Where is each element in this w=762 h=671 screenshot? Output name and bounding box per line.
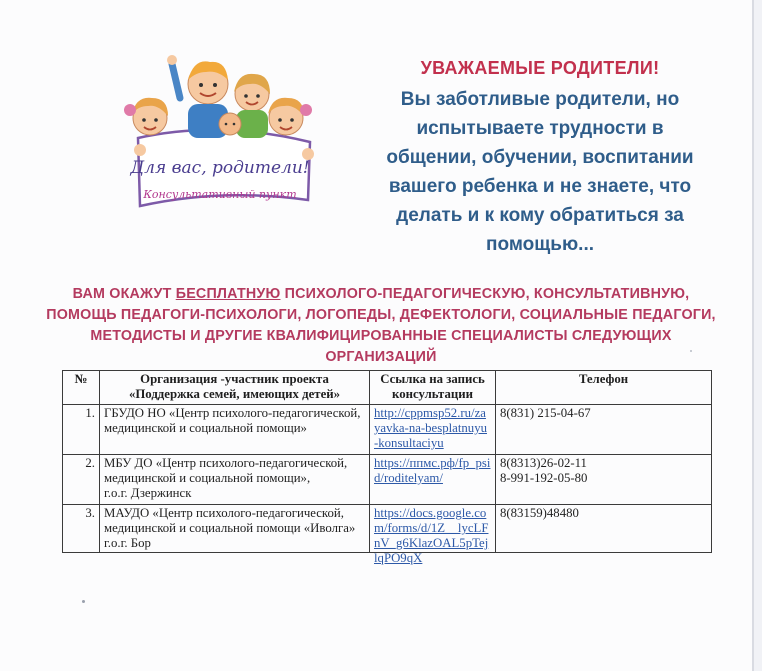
phone-number: 8(83159)48480 <box>500 506 579 520</box>
notice-free-emphasis: БЕСПЛАТНУЮ <box>175 286 281 302</box>
org-line: медицинской и социальной помощи», <box>104 471 311 485</box>
notice-line: ПОМОЩЬ ПЕДАГОГИ-ПСИХОЛОГИ, ЛОГОПЕДЫ, ДЕФЕКТОЛОГИ, СОЦИАЛЬНЫЕ ПЕДАГОГИ, <box>46 307 716 323</box>
header-num: № <box>63 371 100 405</box>
greeting-body <box>360 85 720 259</box>
scan-speck <box>690 350 692 352</box>
notice-line <box>38 284 724 305</box>
row-number: 3. <box>63 505 100 553</box>
greeting-line: Вы заботливые родители, но <box>400 89 680 110</box>
table-row <box>63 455 712 505</box>
header-link: Ссылка на запись консультации <box>370 371 496 405</box>
family-illustration <box>110 50 330 230</box>
row-number: 2. <box>63 455 100 505</box>
table-header-row <box>63 371 712 405</box>
org-line: МБУ ДО «Центр психолого-педагогической, <box>104 456 348 470</box>
table-row <box>63 505 712 553</box>
phone-cell <box>496 405 712 455</box>
table-row <box>63 405 712 455</box>
notice-line: ОРГАНИЗАЦИЙ <box>325 349 437 365</box>
org-line: г.о.г. Бор <box>104 536 151 550</box>
registration-link[interactable] <box>370 405 496 455</box>
greeting-title: УВАЖАЕМЫЕ РОДИТЕЛИ! <box>420 58 660 78</box>
notice-line1-rest: ПСИХОЛОГО-ПЕДАГОГИЧЕСКУЮ, КОНСУЛЬТАТИВНУЮ, <box>280 286 690 302</box>
phone-cell <box>496 455 712 505</box>
org-line: МАУДО «Центр психолого-педагогической, <box>104 506 344 520</box>
notice-prefix: ВАМ ОКАЖУТ <box>72 286 176 302</box>
logo-caption-main: Для вас, родители! <box>130 158 310 178</box>
registration-link[interactable] <box>370 505 496 565</box>
greeting-line: помощью... <box>485 234 595 255</box>
row-number: 1. <box>63 405 100 455</box>
organizations-table <box>62 370 712 565</box>
greeting-block <box>360 58 720 259</box>
org-line: медицинской и социальной помощи «Иволга» <box>104 521 356 535</box>
header-organization: Организация -участник проекта «Поддержка семей, имеющих детей» <box>100 371 370 405</box>
phone-number: 8-991-192-05-80 <box>500 471 588 485</box>
services-notice <box>38 284 724 368</box>
greeting-line: общении, обучении, воспитании <box>386 147 694 168</box>
org-line: ГБУДО НО «Центр психолого-педагогической, <box>104 406 361 420</box>
consultation-logo <box>110 50 330 230</box>
link-text[interactable]: https://docs.google.com/forms/d/1Z__lycLFnV_g6KlazOAL5pTejlqPO9qX <box>374 506 489 565</box>
organization-cell <box>100 455 370 505</box>
org-line: медицинской и социальной помощи» <box>104 421 307 435</box>
organization-cell <box>100 505 370 553</box>
header-phone: Телефон <box>496 371 712 405</box>
logo-caption-sub: Консультативный пункт <box>143 188 297 201</box>
greeting-line: вашего ребенка и не знаете, что <box>388 176 692 197</box>
org-line: г.о.г. Дзержинск <box>104 486 192 500</box>
organization-cell <box>100 405 370 455</box>
notice-line: МЕТОДИСТЫ И ДРУГИЕ КВАЛИФИЦИРОВАННЫЕ СПЕЦИАЛИСТЫ СЛЕДУЮЩИХ <box>90 328 672 344</box>
link-text[interactable]: http://cppmsp52.ru/zayavka-na-besplatnuyu-konsultaciyu <box>374 406 487 450</box>
phone-number: 8(8313)26-02-11 <box>500 456 587 470</box>
phone-number: 8(831) 215-04-67 <box>500 406 591 420</box>
registration-link[interactable] <box>370 455 496 505</box>
greeting-line: испытываете трудности в <box>416 118 664 139</box>
scan-speck <box>82 600 85 603</box>
phone-cell <box>496 505 712 553</box>
link-text[interactable]: https://ппмс.рф/fp_psid/roditelyam/ <box>374 456 491 485</box>
greeting-line: делать и к кому обратиться за <box>396 205 684 226</box>
